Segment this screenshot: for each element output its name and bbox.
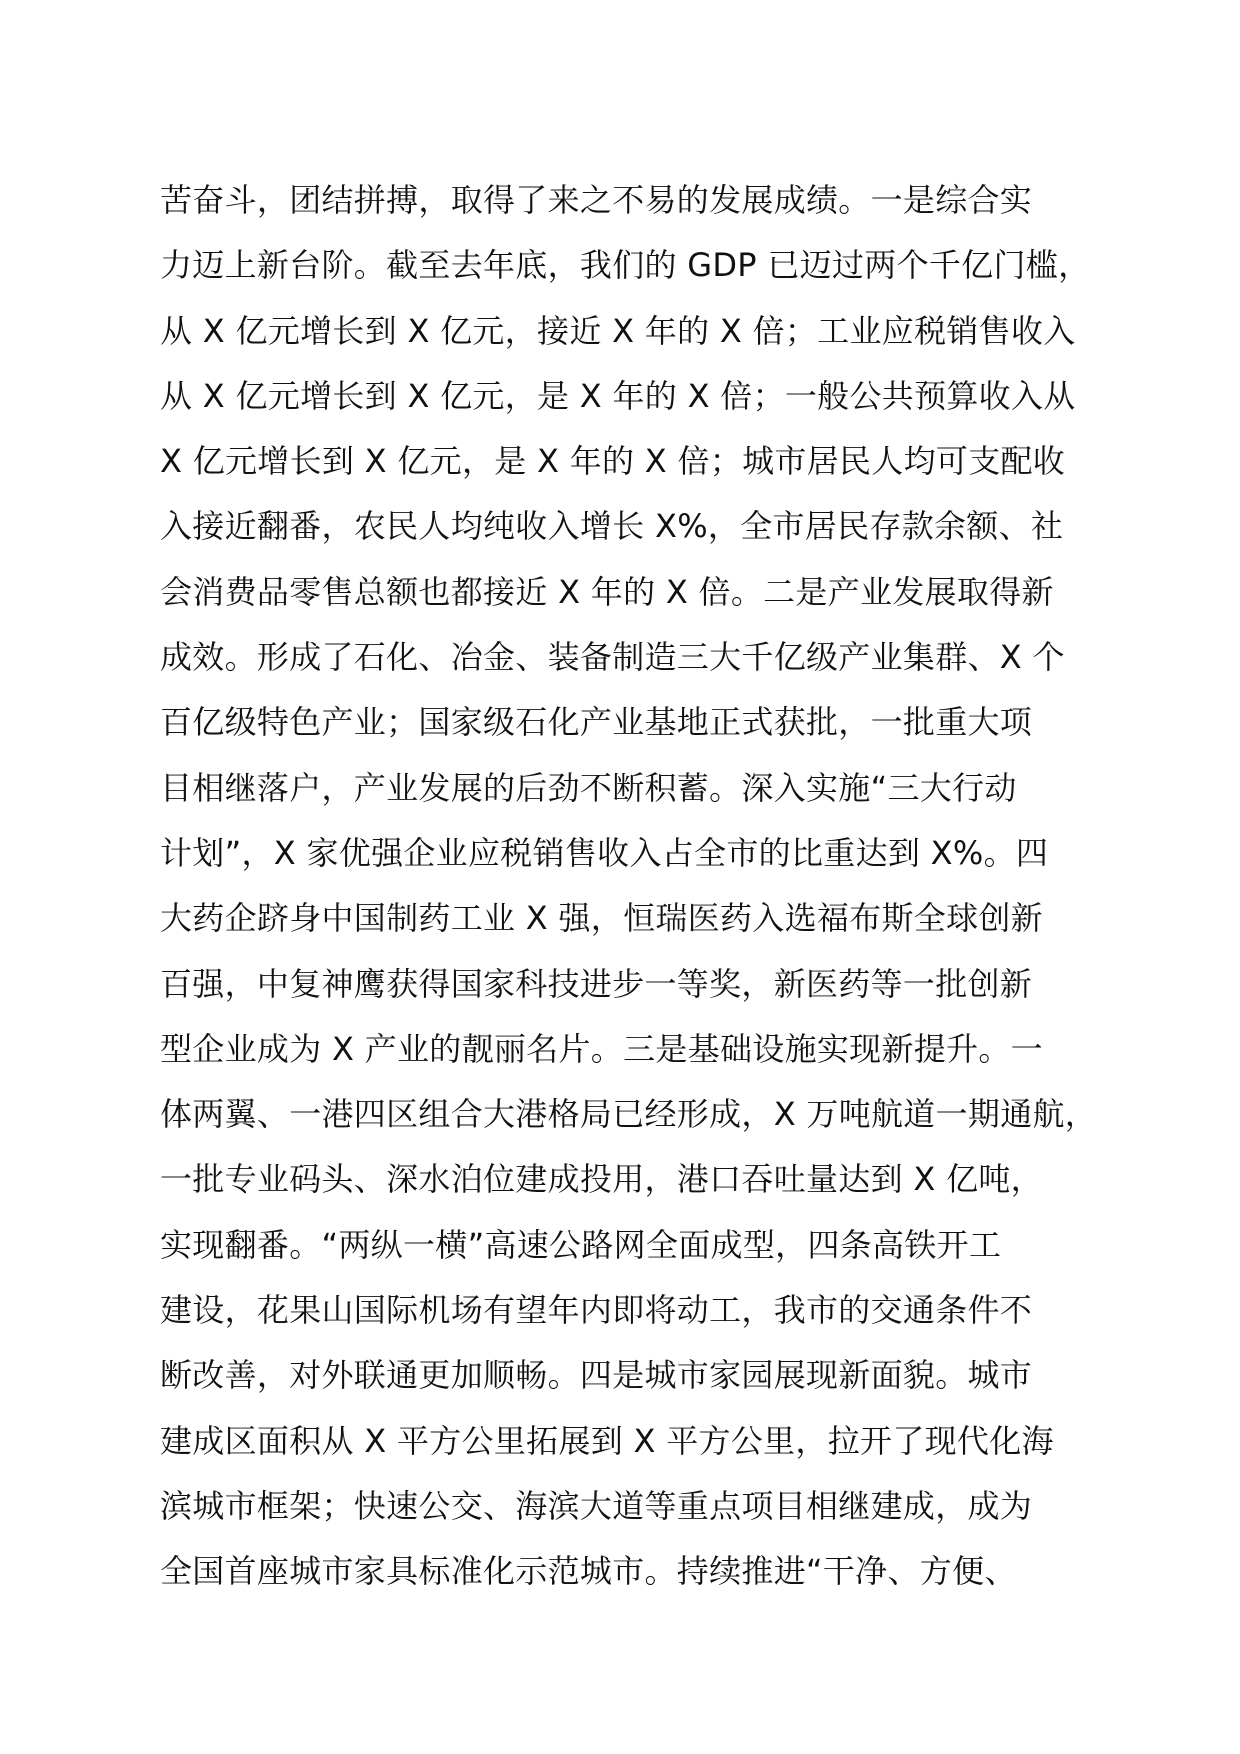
text-line: 苦奋斗，团结拼搏，取得了来之不易的发展成绩。一是综合实	[160, 181, 1033, 219]
text-line: 百亿级特色产业；国家级石化产业基地正式获批，一批重大项	[160, 703, 1033, 742]
text-line: 全国首座城市家具标准化示范城市。持续推进“干净、方便、	[160, 1552, 1017, 1591]
text-line: 建成区面积从 X 平方公里拓展到 X 平方公里，拉开了现代化海	[160, 1421, 1054, 1460]
text-line: 会消费品零售总额也都接近 X 年的 X 倍。二是产业发展取得新	[160, 572, 1054, 611]
text-line: 百强，中复神鹰获得国家科技进步一等奖，新医药等一批创新	[160, 964, 1033, 1003]
text-line: 实现翻番。“两纵一横”高速公路网全面成型，四条高铁开工	[160, 1225, 1002, 1264]
text-line: 一批专业码头、深水泊位建成投用，港口吞吐量达到 X 亿吨，	[160, 1160, 1043, 1199]
text-line: 建设，花果山国际机场有望年内即将动工，我市的交通条件不	[160, 1291, 1033, 1330]
text-line: 成效。形成了石化、冶金、装备制造三大千亿级产业集群、X 个	[160, 638, 1065, 677]
text-line: 体两翼、一港四区组合大港格局已经形成，X 万吨航道一期通航，	[160, 1095, 1098, 1134]
text-line: 型企业成为 X 产业的靓丽名片。三是基础设施实现新提升。一	[160, 1029, 1043, 1068]
text-line: 从 X 亿元增长到 X 亿元，是 X 年的 X 倍；一般公共预算收入从	[160, 376, 1076, 415]
text-line: 滨城市框架；快速公交、海滨大道等重点项目相继建成，成为	[160, 1486, 1033, 1525]
text-line: X 亿元增长到 X 亿元，是 X 年的 X 倍；城市居民人均可支配收	[160, 442, 1066, 481]
text-line: 从 X 亿元增长到 X 亿元，接近 X 年的 X 倍；工业应税销售收入	[160, 311, 1076, 350]
text-line: 目相继落户，产业发展的后劲不断积蓄。深入实施“三大行动	[160, 768, 1017, 807]
text-line: 入接近翻番，农民人均纯收入增长 X%，全市居民存款余额、社	[160, 507, 1064, 546]
body-text	[160, 168, 1120, 1605]
text-line: 计划”，X 家优强企业应税销售收入占全市的比重达到 X%。四	[160, 833, 1049, 872]
text-line: 断改善，对外联通更加顺畅。四是城市家园展现新面貌。城市	[160, 1356, 1033, 1395]
text-line: 力迈上新台阶。截至去年底，我们的 GDP 已迈过两个千亿门槛，	[160, 246, 1091, 285]
text-line: 大药企跻身中国制药工业 X 强，恒瑞医药入选福布斯全球创新	[160, 899, 1043, 938]
